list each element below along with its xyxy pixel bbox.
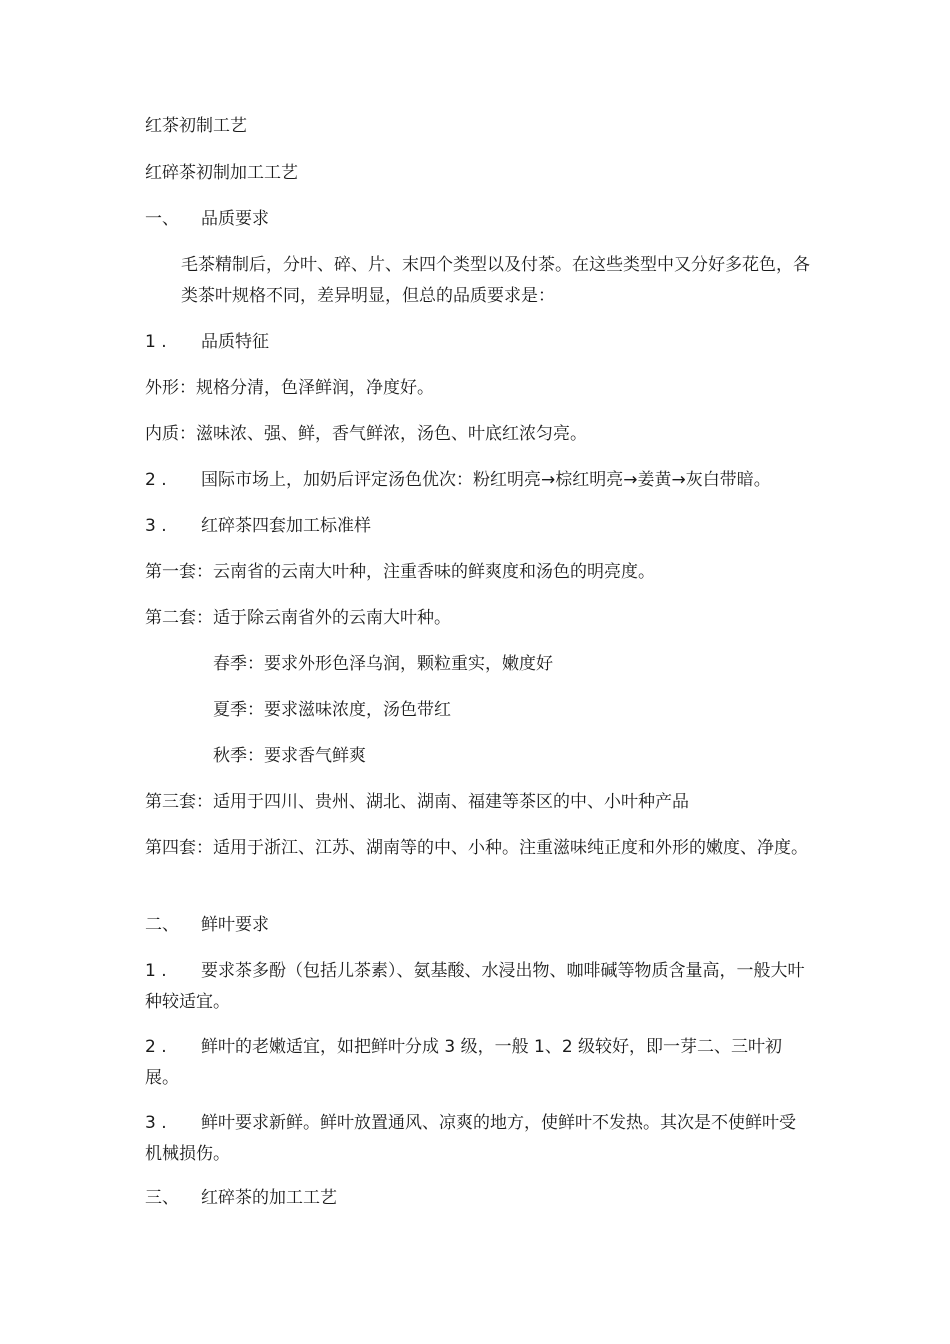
inner-quality-text: 内质：滋味浓、强、鲜，香气鲜浓，汤色、叶底红浓匀亮。 [145, 424, 587, 444]
appearance-text: 外形：规格分清，色泽鲜润，净度好。 [145, 378, 434, 398]
section-1-title: 品质要求 [201, 209, 269, 229]
quality-item-3-text: 红碎茶四套加工标准样 [201, 516, 371, 536]
leaf-requirement-2 [145, 1032, 810, 1094]
standard-set-4: 第四套：适用于浙江、江苏、湖南等的中、小种。注重滋味纯正度和外形的嫩度、净度。 [145, 838, 808, 858]
quality-item-2-text: 国际市场上，加奶后评定汤色优次：粉红明亮→棕红明亮→姜黄→灰白带暗。 [201, 470, 771, 490]
quality-item-1-number: 1 . [145, 332, 167, 352]
section-3-heading [145, 1190, 337, 1207]
leaf-requirement-3-text: 鲜叶要求新鲜。鲜叶放置通风、凉爽的地方，使鲜叶不发热。其次是不使鲜叶受机械损伤。 [145, 1113, 796, 1164]
quality-item-1-title: 品质特征 [201, 332, 269, 352]
document-subtitle: 红碎茶初制加工工艺 [145, 163, 298, 183]
intro-paragraph: 毛茶精制后，分叶、碎、片、末四个类型以及付茶。在这些类型中又分好多花色，各类茶叶规格不同，差异明显，但总的品质要求是： [181, 255, 810, 306]
section-3-number: 三、 [145, 1188, 179, 1208]
standard-set-1: 第一套：云南省的云南大叶种，注重香味的鲜爽度和汤色的明亮度。 [145, 562, 655, 582]
section-2-title: 鲜叶要求 [201, 915, 269, 935]
quality-item-1 [145, 334, 269, 351]
leaf-requirement-1-number: 1 . [145, 961, 167, 981]
quality-item-2 [145, 472, 771, 489]
quality-item-2-number: 2 . [145, 470, 167, 490]
standard-set-2: 第二套：适于除云南省外的云南大叶种。 [145, 608, 451, 628]
leaf-requirement-3-number: 3 . [145, 1113, 167, 1133]
standard-set-3: 第三套：适用于四川、贵州、湖北、湖南、福建等茶区的中、小叶种产品 [145, 792, 689, 812]
leaf-requirement-1-text: 要求茶多酚（包括儿茶素）、氨基酸、水浸出物、咖啡碱等物质含量高，一般大叶种较适宜。 [145, 961, 805, 1012]
section-2-number: 二、 [145, 915, 179, 935]
section-1-heading [145, 211, 269, 228]
season-spring: 春季：要求外形色泽乌润，颗粒重实，嫩度好 [213, 654, 553, 674]
leaf-requirement-2-text: 鲜叶的老嫩适宜，如把鲜叶分成 3 级，一般 1、2 级较好，即一芽二、三叶初展。 [145, 1037, 783, 1088]
section-1-number: 一、 [145, 209, 179, 229]
season-summer: 夏季：要求滋味浓度，汤色带红 [213, 700, 451, 720]
section-3-title: 红碎茶的加工工艺 [201, 1188, 337, 1208]
quality-item-3-number: 3 . [145, 516, 167, 536]
quality-item-3 [145, 518, 371, 535]
leaf-requirement-3 [145, 1108, 810, 1170]
season-autumn: 秋季：要求香气鲜爽 [213, 746, 366, 766]
leaf-requirement-1 [145, 956, 810, 1018]
section-2-heading [145, 917, 269, 934]
leaf-requirement-2-number: 2 . [145, 1037, 167, 1057]
document-title: 红茶初制工艺 [145, 116, 247, 136]
